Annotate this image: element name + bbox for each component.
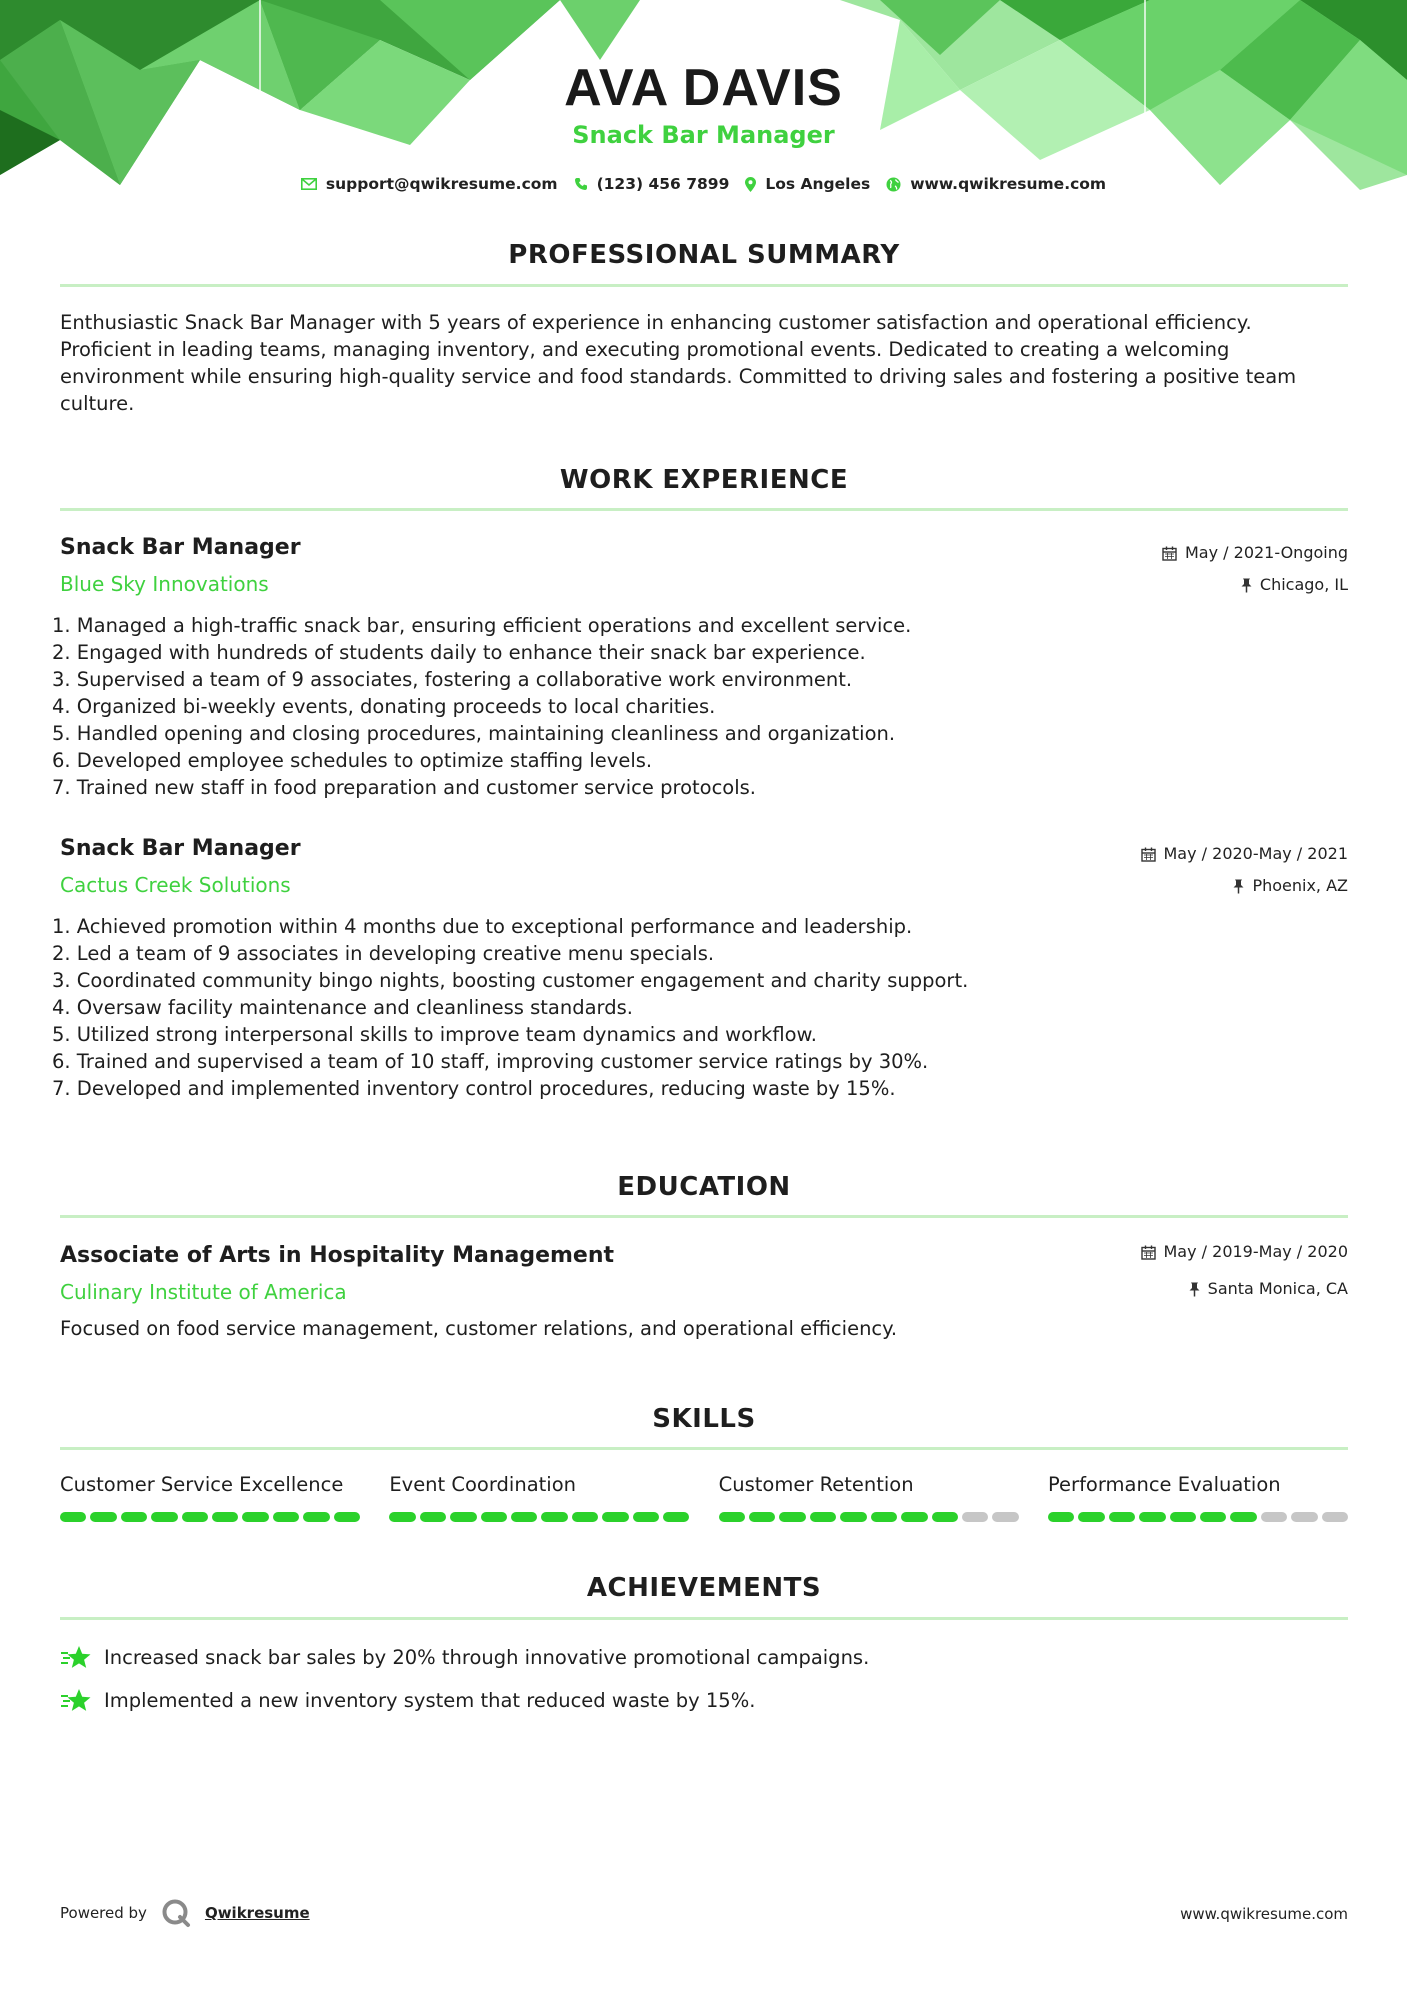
- skills-heading: SKILLS: [652, 1404, 756, 1434]
- contact-website[interactable]: [886, 175, 1106, 193]
- list-item: 3. Coordinated community bingo nights, boosting customer engagement and charity support.: [52, 969, 969, 992]
- job-dates: [1141, 843, 1349, 865]
- skill-level-bar: [1048, 1512, 1348, 1522]
- contact-phone-text: (123) 456 7899: [596, 175, 730, 193]
- education-degree: Associate of Arts in Hospitality Management: [60, 1243, 615, 1268]
- achievement-text: Increased snack bar sales by 20% through innovative promotional campaigns.: [104, 1646, 870, 1669]
- contact-location-text: Los Angeles: [765, 175, 871, 193]
- education-location: [1189, 1278, 1348, 1300]
- candidate-name: AVA DAVIS: [564, 59, 843, 117]
- skill-level-segment: [1291, 1512, 1317, 1522]
- job-dates-text: May / 2020-May / 2021: [1163, 844, 1348, 863]
- skill-level-segment: [719, 1512, 745, 1522]
- education-heading: EDUCATION: [617, 1172, 791, 1202]
- pushpin-icon: [1189, 1282, 1200, 1297]
- contact-website-text: www.qwikresume.com: [910, 175, 1107, 193]
- skill-level-segment: [633, 1512, 659, 1522]
- education-description: Focused on food service management, customer relations, and operational efficiency.: [60, 1317, 898, 1340]
- contact-email[interactable]: [301, 175, 558, 193]
- skill-name: Event Coordination: [389, 1473, 576, 1496]
- skill-level-segment: [663, 1512, 689, 1522]
- skill-level-segment: [242, 1512, 268, 1522]
- job-company: Cactus Creek Solutions: [60, 873, 291, 897]
- skill-level-segment: [60, 1512, 86, 1522]
- skill-level-segment: [151, 1512, 177, 1522]
- achievement-text: Implemented a new inventory system that reduced waste by 15%.: [104, 1689, 756, 1712]
- summary-heading: PROFESSIONAL SUMMARY: [508, 240, 900, 270]
- skill-level-segment: [1048, 1512, 1074, 1522]
- achievements-heading: ACHIEVEMENTS: [586, 1573, 822, 1603]
- list-item: 1. Achieved promotion within 4 months due to exceptional performance and leadership.: [52, 915, 913, 938]
- qwikresume-logo-icon: [161, 1898, 191, 1928]
- skill-level-segment: [932, 1512, 958, 1522]
- skill-level-segment: [121, 1512, 147, 1522]
- skill-level-segment: [511, 1512, 537, 1522]
- list-item: 6. Developed employee schedules to optimize staffing levels.: [52, 749, 653, 772]
- skill-level-segment: [1230, 1512, 1256, 1522]
- list-item: 4. Organized bi-weekly events, donating proceeds to local charities.: [52, 695, 716, 718]
- list-item: 7. Trained new staff in food preparation and customer service protocols.: [52, 776, 756, 799]
- achievement-item: [60, 1645, 869, 1671]
- skill-level-segment: [840, 1512, 866, 1522]
- contact-email-text: support@qwikresume.com: [325, 175, 558, 193]
- job-location-text: Phoenix, AZ: [1252, 876, 1348, 895]
- skill-level-segment: [1139, 1512, 1165, 1522]
- job-location: [1241, 574, 1348, 596]
- job-location: [1233, 875, 1348, 897]
- job-title: Snack Bar Manager: [60, 836, 301, 861]
- summary-text: Enthusiastic Snack Bar Manager with 5 years of experience in enhancing customer satisfaction and operational efficiency. Proficient in leading teams, managing inventory, and executing promotional events. Dedicated to creating a welcoming environment while ensuring high-quality service and food standards. Committed to driving sales and fostering a positive team culture.: [60, 311, 1297, 415]
- skill-level-segment: [572, 1512, 598, 1522]
- skill-name: Performance Evaluation: [1047, 1473, 1281, 1496]
- list-item: 6. Trained and supervised a team of 10 staff, improving customer service ratings by 30%.: [52, 1050, 929, 1073]
- skill-level-segment: [962, 1512, 988, 1522]
- achievement-item: [60, 1688, 755, 1714]
- skill-level-segment: [481, 1512, 507, 1522]
- education-location-text: Santa Monica, CA: [1207, 1279, 1348, 1298]
- skill-name: Customer Service Excellence: [60, 1473, 344, 1496]
- phone-icon: [574, 177, 588, 191]
- skill-item: [60, 1472, 360, 1522]
- globe-icon: [886, 177, 901, 192]
- skill-level-segment: [541, 1512, 567, 1522]
- skill-level-bar: [389, 1512, 689, 1522]
- list-item: 2. Engaged with hundreds of students daily to enhance their snack bar experience.: [52, 641, 866, 664]
- skill-level-segment: [810, 1512, 836, 1522]
- achievements-divider: [60, 1617, 1348, 1620]
- skill-level-segment: [334, 1512, 360, 1522]
- skill-item: [389, 1472, 689, 1522]
- skill-level-segment: [1200, 1512, 1226, 1522]
- job-bullets: [52, 612, 1342, 801]
- job-dates: [1162, 542, 1348, 564]
- skill-level-segment: [1261, 1512, 1287, 1522]
- skill-level-segment: [602, 1512, 628, 1522]
- job-dates-text: May / 2021-Ongoing: [1185, 543, 1348, 562]
- job-company: Blue Sky Innovations: [60, 572, 269, 596]
- calendar-icon: [1141, 1245, 1156, 1260]
- skill-level-segment: [90, 1512, 116, 1522]
- qwikresume-link[interactable]: Qwikresume: [204, 1904, 310, 1922]
- footer-powered-by: [60, 1898, 310, 1928]
- skill-level-segment: [273, 1512, 299, 1522]
- job-location-text: Chicago, IL: [1259, 575, 1348, 594]
- summary-divider: [60, 284, 1348, 287]
- job-bullets: [52, 913, 1342, 1102]
- job-title: Snack Bar Manager: [60, 535, 301, 560]
- education-dates-text: May / 2019-May / 2020: [1163, 1242, 1348, 1261]
- pushpin-icon: [1241, 578, 1252, 593]
- skill-level-bar: [719, 1512, 1019, 1522]
- skill-name: Customer Retention: [718, 1473, 914, 1496]
- education-dates: [1141, 1241, 1349, 1263]
- education-school: Culinary Institute of America: [60, 1280, 347, 1304]
- star-icon: [60, 1688, 92, 1714]
- experience-divider: [60, 508, 1348, 511]
- skill-level-segment: [901, 1512, 927, 1522]
- skill-level-segment: [1078, 1512, 1104, 1522]
- skill-level-segment: [749, 1512, 775, 1522]
- candidate-role: Snack Bar Manager: [572, 121, 835, 149]
- skill-level-segment: [1109, 1512, 1135, 1522]
- list-item: 5. Utilized strong interpersonal skills to improve team dynamics and workflow.: [52, 1023, 817, 1046]
- skill-item: [1048, 1472, 1348, 1522]
- contact-location: [745, 175, 870, 193]
- skill-level-segment: [420, 1512, 446, 1522]
- skill-level-segment: [450, 1512, 476, 1522]
- skills-divider: [60, 1447, 1348, 1450]
- list-item: 4. Oversaw facility maintenance and cleanliness standards.: [52, 996, 633, 1019]
- skill-level-segment: [1170, 1512, 1196, 1522]
- skill-item: [719, 1472, 1019, 1522]
- pushpin-icon: [1233, 879, 1244, 894]
- contact-phone[interactable]: [574, 175, 730, 193]
- skill-level-segment: [389, 1512, 415, 1522]
- skill-level-segment: [992, 1512, 1018, 1522]
- list-item: 2. Led a team of 9 associates in developing creative menu specials.: [52, 942, 715, 965]
- skill-level-segment: [182, 1512, 208, 1522]
- list-item: 1. Managed a high-traffic snack bar, ensuring efficient operations and excellent service.: [52, 614, 912, 637]
- calendar-icon: [1141, 847, 1156, 862]
- contact-bar: [0, 172, 1407, 196]
- skill-level-segment: [303, 1512, 329, 1522]
- footer-website[interactable]: www.qwikresume.com: [1180, 1905, 1348, 1923]
- skill-level-segment: [871, 1512, 897, 1522]
- list-item: 3. Supervised a team of 9 associates, fostering a collaborative work environment.: [52, 668, 853, 691]
- education-divider: [60, 1215, 1348, 1218]
- skill-level-segment: [779, 1512, 805, 1522]
- skills-list: [60, 1472, 1348, 1522]
- skill-level-bar: [60, 1512, 360, 1522]
- envelope-icon: [301, 178, 317, 190]
- list-item: 5. Handled opening and closing procedures, maintaining cleanliness and organization.: [52, 722, 896, 745]
- star-icon: [60, 1645, 92, 1671]
- skill-level-segment: [1322, 1512, 1348, 1522]
- experience-heading: WORK EXPERIENCE: [559, 465, 849, 495]
- list-item: 7. Developed and implemented inventory control procedures, reducing waste by 15%.: [52, 1077, 896, 1100]
- skill-level-segment: [212, 1512, 238, 1522]
- calendar-icon: [1162, 546, 1177, 561]
- powered-by-label: Powered by: [60, 1904, 147, 1922]
- map-pin-icon: [745, 177, 756, 192]
